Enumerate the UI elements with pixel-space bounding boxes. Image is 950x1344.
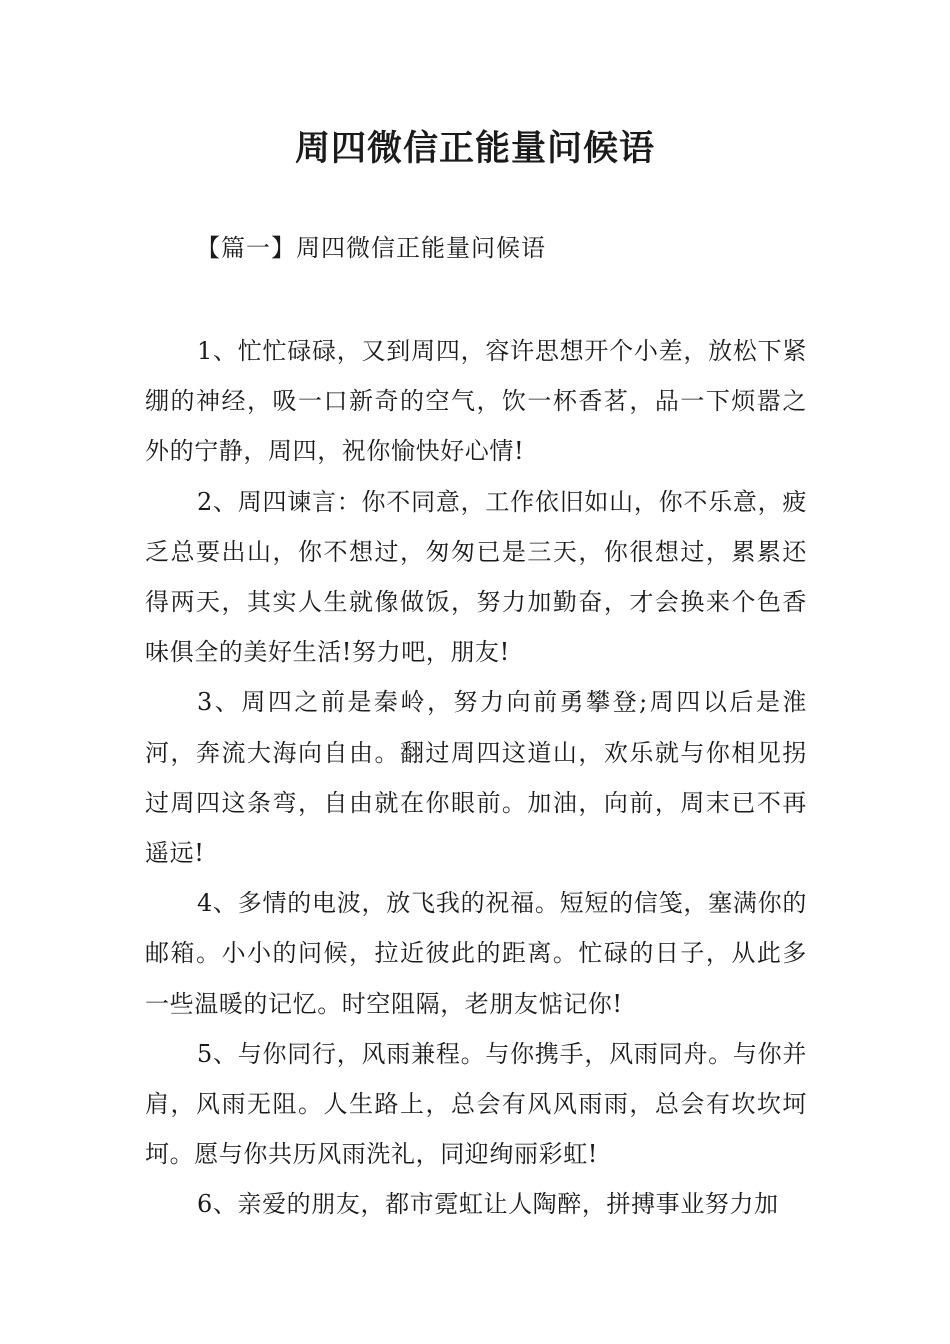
paragraph-3: 3、周四之前是秦岭，努力向前勇攀登;周四以后是淮河，奔流大海向自由。翻过周四这道山，欢乐就与你相见拐过周四这条弯，自由就在你眼前。加油，向前，周末已不再遥远! — [145, 688, 807, 868]
paragraph-1: 1、忙忙碌碌，又到周四，容许思想开个小差，放松下紧绷的神经，吸一口新奇的空气，饮一杯香茗，品一下烦嚣之外的宁静，周四，祝你愉快好心情! — [145, 337, 807, 466]
page-title: 周四微信正能量问候语 — [294, 129, 655, 169]
paragraph-6: 6、亲爱的朋友，都市霓虹让人陶醉，拼搏事业努力加 — [197, 1190, 779, 1219]
section-heading: 【篇一】周四微信正能量问候语 — [196, 234, 546, 262]
paragraph-2: 2、周四谏言：你不同意，工作依旧如山，你不乐意，疲乏总要出山，你不想过，匆匆已是三天，你很想过，累累还得两天，其实人生就像做饭，努力加勤奋，才会换来个色香味俱全的美好生活!努力吧，朋友! — [145, 487, 807, 667]
body-text — [145, 326, 807, 1230]
paragraph-5: 5、与你同行，风雨兼程。与你携手，风雨同舟。与你并肩，风雨无阻。人生路上，总会有风风雨雨，总会有坎坎坷坷。愿与你共历风雨洗礼，同迎绚丽彩虹! — [145, 1039, 807, 1169]
paragraph-4: 4、多情的电波，放飞我的祝福。短短的信笺，塞满你的邮箱。小小的问候，拉近彼此的距离。忙碌的日子，从此多一些温暖的记忆。时空阻隔，老朋友惦记你! — [145, 889, 807, 1018]
